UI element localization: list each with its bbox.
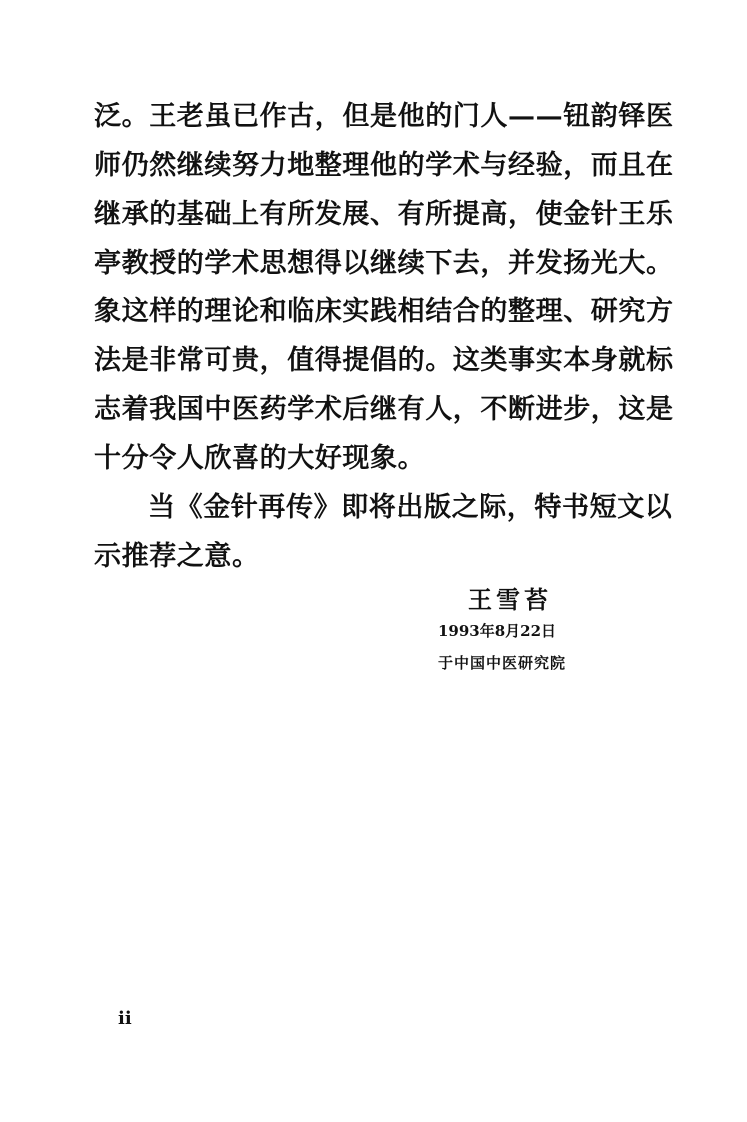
body-line-1: 泛。王老虽已作古，但是他的门人——钮韵铎医 (94, 101, 674, 132)
body-line-4: 亭教授的学术思想得以继续下去，并发扬光大。 (94, 248, 674, 279)
page-number: ii (118, 1008, 132, 1029)
body-line-3: 继承的基础上有所发展、有所提高，使金针王乐 (94, 199, 674, 230)
body-line-8: 十分令人欣喜的大好现象。 (94, 443, 426, 474)
body-line-10: 示推荐之意。 (94, 541, 260, 572)
body-line-9: 当《金针再传》即将出版之际，特书短文以 (148, 492, 673, 523)
body-line-7: 志着我国中医药学术后继有人，不断进步，这是 (94, 394, 674, 425)
signature-name: 王雪苔 (468, 585, 552, 614)
signature-date: 1993年8月22日 (438, 622, 557, 640)
body-line-5: 象这样的理论和临床实践相结合的整理、研究方 (94, 296, 674, 327)
body-line-2: 师仍然继续努力地整理他的学术与经验，而且在 (94, 150, 674, 181)
signature-place: 于中国中医研究院 (438, 654, 567, 672)
body-line-6: 法是非常可贵，值得提倡的。这类事实本身就标 (94, 345, 674, 376)
